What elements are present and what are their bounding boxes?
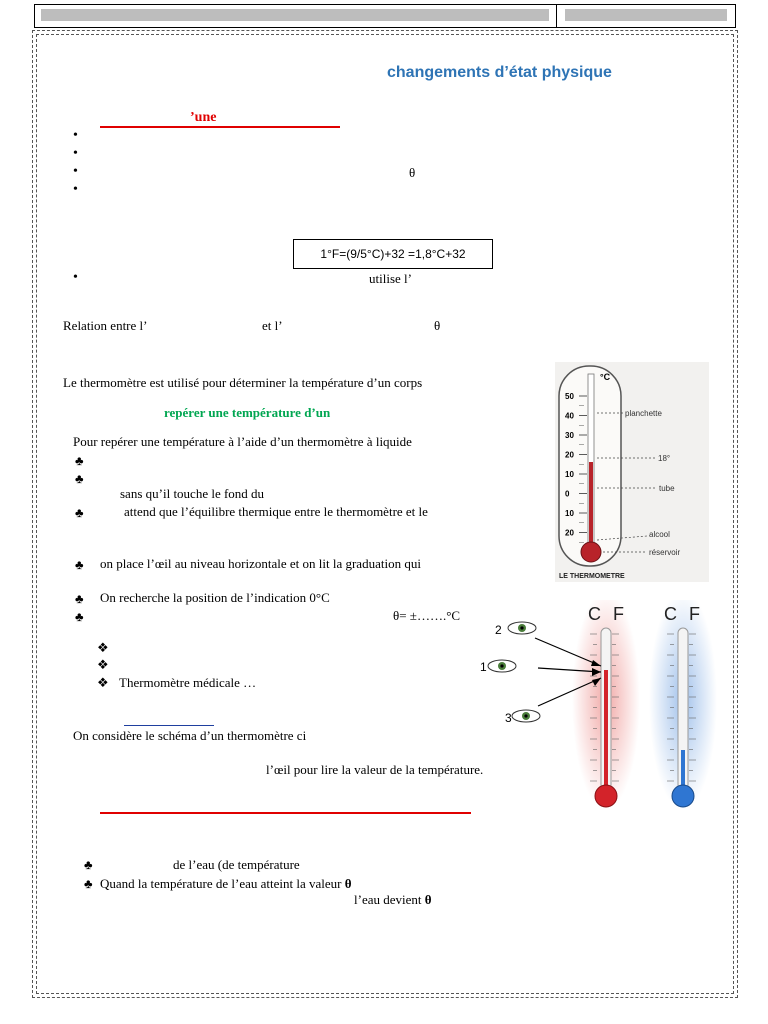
section4-underline [100, 812, 471, 814]
diamond-bullet: ❖ [97, 657, 109, 672]
eau-devient-text [354, 892, 432, 908]
eau-atteint-label: Quand la température de l’eau atteint la valeur [100, 876, 342, 891]
eau-devient-label: l’eau devient [354, 892, 422, 907]
eau-atteint-text [100, 876, 352, 892]
club-bullet: ♣ [75, 453, 84, 468]
step-recherche-text: On recherche la position de l’indication 0°C [100, 590, 330, 605]
schema-lead: On considère le schéma d’un thermomètre ci [73, 728, 307, 743]
scale-label: 0 [565, 489, 570, 499]
label-reading: 18° [658, 454, 671, 463]
bullet-dot: • [73, 164, 78, 179]
unit-f-hot: F [613, 604, 624, 624]
eye-icon [512, 710, 540, 722]
bullet-dot: • [73, 270, 78, 285]
label-tube: tube [659, 484, 675, 493]
eye-label-3: 3 [505, 711, 512, 725]
scale-label: 10 [565, 509, 574, 518]
header-field-left [41, 9, 549, 21]
conversion-formula: 1°F=(9/5°C)+32 =1,8°C+32 [293, 239, 493, 269]
scale-label: 20 [565, 528, 574, 538]
thermometer-diagram-svg [555, 362, 709, 582]
theta-symbol: θ [344, 876, 352, 891]
unit-f-cold: F [689, 604, 700, 624]
header-bar [34, 4, 736, 28]
relation-theta: θ [434, 318, 441, 333]
scale-label: 10 [565, 470, 574, 479]
thermometre-medicale-text: Thermomètre médicale … [119, 675, 257, 690]
label-planchette: planchette [625, 409, 662, 418]
scale-label: 40 [565, 411, 574, 421]
scale-label: 50 [565, 392, 574, 401]
bullet-dot: • [73, 182, 78, 197]
section1-underline [100, 126, 340, 128]
club-bullet: ♣ [75, 591, 84, 606]
scale-label: 30 [565, 431, 574, 440]
section3-underline [124, 725, 214, 726]
section1-heading: ’une [190, 110, 217, 125]
cold-bulb [672, 785, 694, 807]
utilise-text: utilise l’ [369, 271, 412, 286]
eye-icon [488, 660, 516, 672]
unit-label: °C [600, 372, 611, 382]
club-bullet: ♣ [75, 609, 84, 624]
unit-c-cold: C [664, 604, 677, 624]
page-title: changements d’état physique [387, 64, 612, 81]
label-reservoir: réservoir [649, 548, 681, 557]
club-bullet: ♣ [75, 471, 84, 486]
theta-symbol: θ [409, 165, 416, 180]
club-bullet: ♣ [84, 857, 93, 872]
reperer-lead: Pour repérer une température à l’aide d’un thermomètre à liquide [73, 434, 412, 449]
section2-heading: repérer une température d’un [164, 405, 331, 420]
hot-liquid [604, 670, 608, 792]
diagram-caption: LE THERMOMETRE [559, 573, 625, 580]
club-bullet: ♣ [75, 505, 84, 520]
diamond-bullet: ❖ [97, 640, 109, 655]
bullet-dot: • [73, 128, 78, 143]
relation-text-b: et l’ [262, 318, 283, 333]
thermometer-intro: Le thermomètre est utilisé pour déterminer la température d’un corps [63, 375, 423, 390]
unit-c-hot: C [588, 604, 601, 624]
label-alcool: alcool [649, 530, 670, 539]
theta-symbol: θ [424, 892, 432, 907]
step-equilibre-text: attend que l’équilibre thermique entre le thermomètre et le [124, 504, 428, 519]
diamond-bullet: ❖ [97, 675, 109, 690]
eye-label-2: 2 [495, 623, 502, 637]
cf-thermometers-svg [480, 600, 740, 820]
theta-value-text: θ= ±…….°C [393, 608, 461, 623]
header-divider [556, 5, 557, 27]
reservoir-bulb [581, 542, 601, 562]
step-fond-text: sans qu’il touche le fond du [120, 486, 265, 501]
eau-temperature-text: de l’eau (de température [173, 857, 300, 872]
alcohol-column [589, 462, 593, 550]
cf-thermometers-figure [480, 600, 740, 820]
bullet-dot: • [73, 146, 78, 161]
oeil-lire-text: l’œil pour lire la valeur de la température. [266, 762, 484, 777]
eye-icon [508, 622, 536, 634]
step-oeil-text: on place l’œil au niveau horizontale et on lit la graduation qui [100, 556, 421, 571]
club-bullet: ♣ [75, 557, 84, 572]
hot-bulb [595, 785, 617, 807]
scale-label: 20 [565, 450, 574, 460]
thermometer-diagram [555, 362, 709, 582]
club-bullet: ♣ [84, 876, 93, 891]
eye-label-1: 1 [480, 660, 487, 674]
relation-text-a: Relation entre l’ [63, 318, 148, 333]
header-field-right [565, 9, 727, 21]
